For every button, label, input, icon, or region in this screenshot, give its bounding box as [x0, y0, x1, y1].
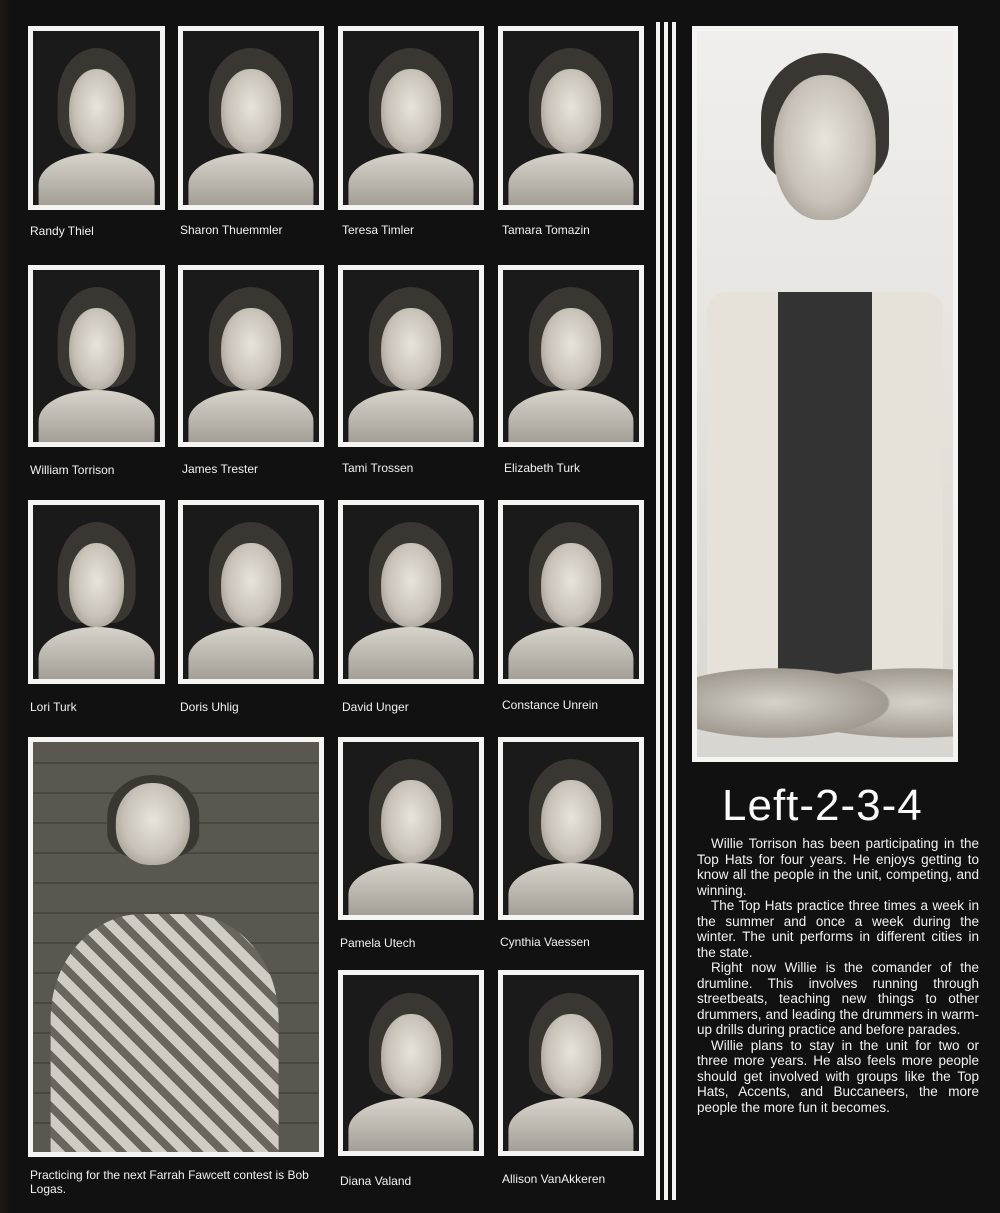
portrait-photo [178, 265, 324, 447]
article-paragraph: The Top Hats practice three times a week in the summer and once a week during the winter. The unit performs in different cities in the state. [697, 898, 979, 960]
candid-photo-caption: Practicing for the next Farrah Fawcett contest is Bob Logas. [30, 1168, 309, 1196]
portrait-caption: William Torrison [30, 463, 115, 477]
portrait-photo [338, 26, 484, 210]
feature-headline: Left-2-3-4 [722, 781, 923, 830]
feature-photo [692, 26, 958, 762]
portrait-photo [338, 265, 484, 447]
portrait-caption: Diana Valand [340, 1174, 412, 1188]
portrait-photo [28, 265, 165, 447]
article-paragraph: Right now Willie is the comander of the drumline. This involves running through streetbeats, teaching new things to other drummers, and leading the drummers in warm-up drills during practice and before parades. [697, 960, 979, 1037]
portrait-caption: James Trester [182, 462, 259, 476]
portrait-caption: Constance Unrein [502, 698, 599, 712]
portrait-photo [28, 26, 165, 210]
portrait-caption: Teresa Timler [342, 223, 415, 237]
column-divider [656, 22, 660, 1200]
column-divider [672, 22, 676, 1200]
portrait-photo [498, 970, 644, 1156]
portrait-photo [338, 500, 484, 684]
portrait-photo [178, 500, 324, 684]
portrait-photo [498, 265, 644, 447]
portrait-photo [498, 737, 644, 920]
portrait-caption: Randy Thiel [30, 224, 94, 238]
article-paragraph: Willie plans to stay in the unit for two or three more years. He also feels more people should get involved with groups like the Top Hats, Accents, and Buccaneers, the more people the more fun it becomes. [697, 1037, 979, 1115]
candid-photo [28, 737, 324, 1157]
portrait-caption: Tamara Tomazin [502, 223, 590, 237]
portrait-caption: Lori Turk [30, 700, 77, 714]
portrait-caption: Elizabeth Turk [504, 461, 581, 475]
portrait-caption: Pamela Utech [340, 936, 416, 950]
portrait-photo [338, 737, 484, 920]
feature-article [697, 836, 979, 1115]
portrait-photo [498, 500, 644, 684]
portrait-photo [178, 26, 324, 210]
portrait-caption: David Unger [342, 700, 409, 714]
portrait-photo [498, 26, 644, 210]
page-binding-edge [0, 0, 14, 1213]
portrait-caption: Cynthia Vaessen [500, 935, 590, 949]
article-paragraph: Willie Torrison has been participating in the Top Hats for four years. He enjoys getting to know all the people in the unit, competing, and winning. [697, 836, 979, 898]
portrait-caption: Tami Trossen [342, 461, 414, 475]
portrait-caption: Doris Uhlig [180, 700, 239, 714]
column-divider [664, 22, 668, 1200]
portrait-caption: Allison VanAkkeren [502, 1172, 606, 1186]
portrait-photo [28, 500, 165, 684]
portrait-photo [338, 970, 484, 1156]
portrait-caption: Sharon Thuemmler [180, 223, 283, 237]
